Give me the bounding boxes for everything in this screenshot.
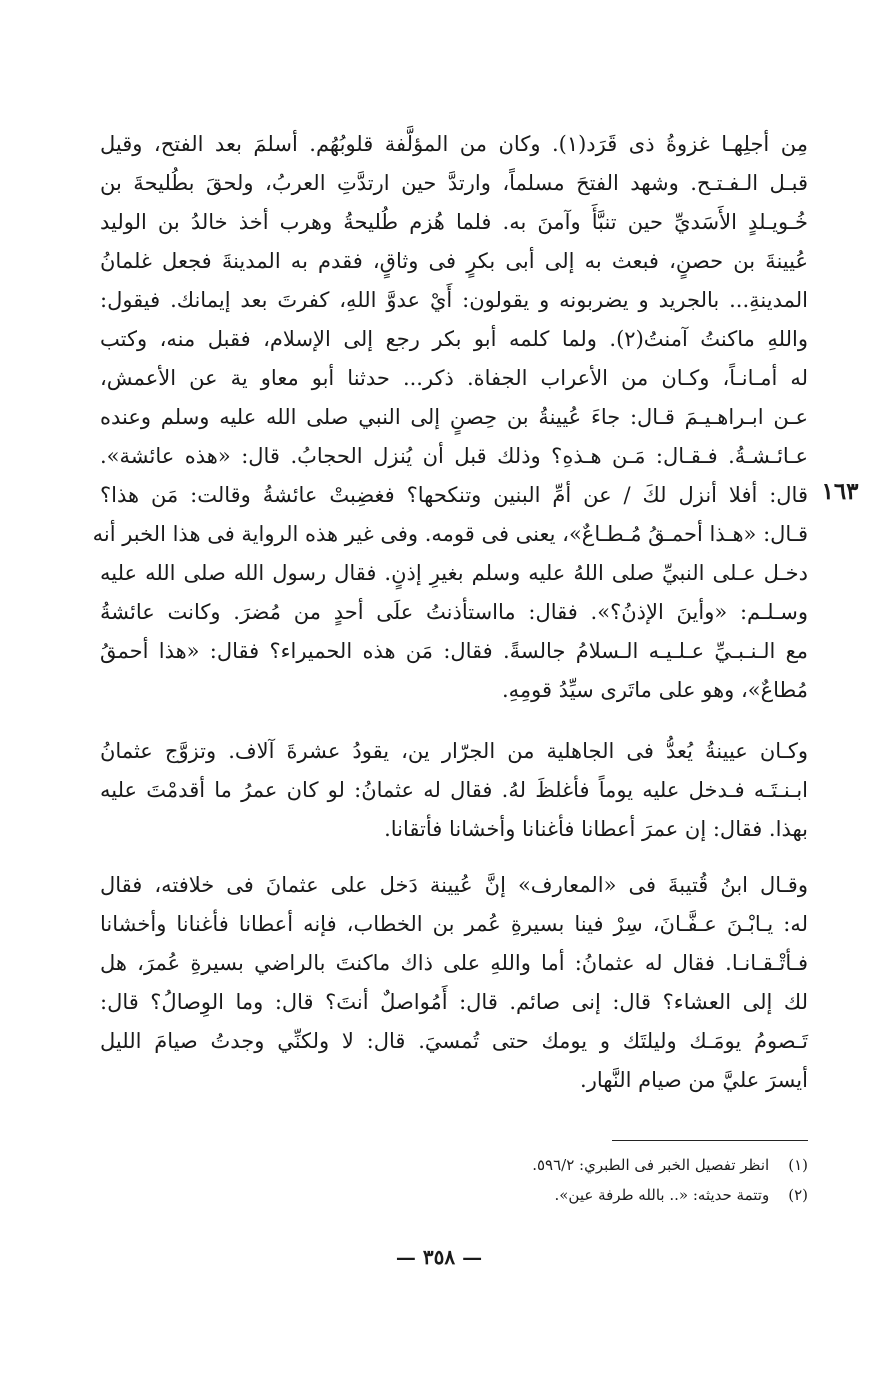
footnote-separator: [612, 1140, 808, 1141]
text-line: وقـال ابنُ قُتيبةَ فى «المعارف» إنَّ عُيينة دَخل على عثمانَ فى خلافته، فقال: [100, 873, 808, 897]
paragraph-1: [92, 125, 808, 710]
text-line: خُـويـلدٍ الأَسَديِّ حين تنبَّأَ وآمنَ به. فلما هُزم طُليحةُ وهرب أخذ خالدُ بن الوليد: [100, 210, 808, 234]
margin-number: ١٦٣: [821, 478, 859, 505]
text-line: لك إلى العشاء؟ قال: إنى صائم. قال: أَمُواصلٌ أنتَ؟ قال: وما الوِصالُ؟ قال:: [100, 990, 808, 1014]
text-line: المدينةِ... بالجريد و يضربونه و يقولون: أَيْ عدوَّ اللهِ، كفرتَ بعد إيمانك. فيقول:: [100, 288, 808, 312]
text-line: مع الـنـبـيِّ عـلـيـه الـسلامُ جالسةً. فقال: مَن هذه الحميراء؟ فقال: «هذا أحمقُ: [100, 639, 808, 663]
paragraph-3: [100, 866, 808, 1100]
footnote-2: [300, 1180, 808, 1210]
text-line: بهذا. فقال: إن عمرَ أعطانا فأغنانا وأخشانا فأتقانا.: [384, 817, 808, 841]
text-line: تَـصومُ يومَـك وليلتَك و يومك حتى تُمسيَ. قال: لا ولكنِّي وجدتُ صيامَ الليل: [100, 1029, 808, 1053]
text-line: دخـل عـلى النبيِّ صلى اللهُ عليه وسلم بغيرِ إذنٍ. فقال رسول الله صلى الله عليه: [100, 561, 808, 585]
paragraph-2: [100, 732, 808, 849]
page-number: — ٣٥٨ —: [395, 1245, 483, 1269]
footnote-text: وتتمة حديثه: «.. بالله طرفة عين».: [554, 1186, 770, 1204]
text-line: عـائـشـةُ. فـقـال: مَـن هـذهِ؟ وذلك قبل أن يُنزل الحجابُ. قال: «هذه عائشة».: [100, 444, 808, 468]
text-line: واللهِ ماكنتُ آمنتُ(٢). ولما كلمه أبو بكر رجع إلى الإسلام، فقبل منه، وكتب: [100, 327, 808, 351]
text-line: وكـان عيينةُ يُعدُّ فى الجاهلية من الجرّار ين، يقودُ عشرةَ آلاف. وتزوَّج عثمانُ: [100, 739, 808, 763]
text-line: أيسرَ عليَّ من صيام النَّهار.: [580, 1068, 808, 1092]
footnote-number: (١): [788, 1156, 808, 1174]
footnote-1: [300, 1150, 808, 1180]
text-line: مِن أجلِهـا غزوةُ ذى قَرَد(١). وكان من المؤلَّفة قلوبُهُم. أسلمَ بعد الفتح، وقيل: [100, 132, 808, 156]
text-line: قبـل الـفـتـح. وشهد الفتحَ مسلماً، وارتدَّ حين ارتدَّتِ العربُ، ولحقَ بطُليحةَ بن: [100, 171, 808, 195]
footnotes: [300, 1150, 808, 1210]
text-line: له أمـانـاً، وكـان من الأعراب الجفاة. ذكر... حدثنا أبو معاو ية عن الأعمش،: [100, 366, 808, 390]
text-line: مُطاعٌ»، وهو على ماتَرى سيِّدُ قومِهِ.: [502, 678, 808, 702]
footnote-text: انظر تفصيل الخبر فى الطبري: ٥٩٦/٢.: [532, 1156, 770, 1174]
text-line: ابـنـتَـه فـدخل عليه يوماً فأغلظَ لهُ. فقال له عثمانُ: لو كان عمرُ ما أقدمْتَ عليه: [100, 778, 808, 802]
text-line: فـأتْـقـانـا. فقال له عثمانُ: أما واللهِ على ذاك ماكنتَ بالراضي بسيرةِ عُمرَ، هل: [100, 951, 808, 975]
text-line: عـن ابـراهـيـمَ قـال: جاءَ عُيينةُ بن حِصنٍ إلى النبي صلى الله عليه وسلم وعنده: [100, 405, 808, 429]
footnote-number: (٢): [788, 1186, 808, 1204]
text-line: وسـلـم: «وأينَ الإذنُ؟». فقال: مااستأذنتُ علَى أحدٍ من مُضرَ. وكانت عائشةُ: [100, 600, 808, 624]
text-line: له: يـابْـنَ عـفَّـانَ، سِرْ فينا بسيرةِ عُمر بن الخطاب، فإنه أعطانا فأغنانا وأخشانا: [100, 912, 808, 936]
text-line: قال: أفلا أنزل لكَ / عن أمِّ البنين وتنكحها؟ فغضِبتْ عائشةُ وقالت: مَن هذا؟: [100, 483, 808, 507]
text-line: عُيينةَ بن حصنٍ، فبعث به إلى أبى بكرٍ فى وثاقٍ، فقدم به المدينةَ فجعل غلمانُ: [100, 249, 808, 273]
text-line: قـال: «هـذا أحمـقُ مُـطـاعٌ»، يعنى فى قومه. وفى غير هذه الرواية فى هذا الخبر أنه: [92, 522, 808, 546]
